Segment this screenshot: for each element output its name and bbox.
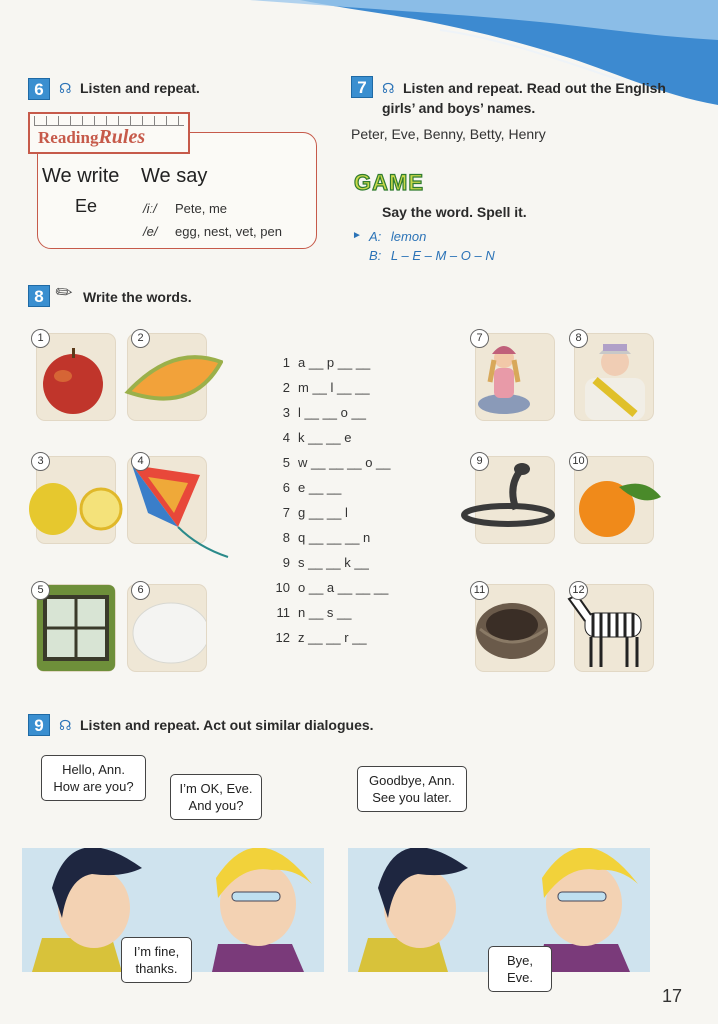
picture-number: 7 xyxy=(470,329,489,348)
word-blank[interactable]: q __ __ __ n xyxy=(298,530,371,545)
word-row: 1 a __ p __ __ xyxy=(282,355,371,370)
word-blank[interactable]: m __ l __ __ xyxy=(298,380,370,395)
word-row: 6 e __ __ xyxy=(282,480,342,495)
we-write-heading: We write xyxy=(42,165,120,187)
snake-icon xyxy=(458,457,558,543)
exercise-7-number: 7 xyxy=(351,76,373,98)
game-line-a xyxy=(369,229,426,244)
exercise-6-instruction: Listen and repeat. xyxy=(80,80,200,96)
picture-1 xyxy=(37,334,115,420)
game-line-a-label: A: xyxy=(369,229,382,244)
exercise-7-instruction-line1: Listen and repeat. Read out the English xyxy=(403,80,666,96)
game-line-b-label: B: xyxy=(369,248,382,263)
word-row: 8 q __ __ __ n xyxy=(282,530,371,545)
girl-icon xyxy=(476,334,554,420)
picture-number: 12 xyxy=(569,581,588,600)
triangle-bullet-icon: ► xyxy=(352,230,362,241)
picture-number: 8 xyxy=(569,329,588,348)
word-row: 11 n __ s __ xyxy=(276,605,352,620)
ruler-icon xyxy=(34,116,184,126)
picture-number: 1 xyxy=(31,329,50,348)
headphones-icon: ☊ xyxy=(59,717,72,733)
picture-number: 2 xyxy=(131,329,150,348)
game-logo: GAME xyxy=(354,170,424,195)
names-list: Peter, Eve, Benny, Betty, Henry xyxy=(351,126,546,142)
window-icon xyxy=(37,585,115,671)
reading-rules-title xyxy=(38,126,145,149)
picture-5 xyxy=(37,585,115,671)
game-line-a-text: lemon xyxy=(390,229,427,244)
picture-number: 4 xyxy=(131,452,150,471)
orange-icon xyxy=(575,457,675,543)
rules-examples-1: Pete, me xyxy=(175,201,228,216)
exercise-9-number: 9 xyxy=(28,714,50,736)
apple-icon xyxy=(37,334,115,420)
word-row: 10 o __ a __ __ __ xyxy=(275,580,389,595)
picture-3 xyxy=(37,457,115,543)
word-row: 3 l __ __ o __ xyxy=(282,405,366,420)
word-row: 12 z __ __ r __ xyxy=(275,630,367,645)
game-line-b-text: L – E – M – O – N xyxy=(390,248,495,263)
word-row: 4 k __ __ e xyxy=(282,430,352,445)
reading-rules-title-rules: Rules xyxy=(98,126,146,148)
picture-10 xyxy=(575,457,653,543)
pencil-icon: ✎ xyxy=(51,279,79,307)
picture-number: 11 xyxy=(470,581,489,600)
we-say-heading: We say xyxy=(141,165,208,187)
queen-icon xyxy=(575,334,653,420)
rules-letter: Ee xyxy=(75,196,98,216)
word-row: 9 s __ __ k __ xyxy=(282,555,369,570)
exercise-9-instruction: Listen and repeat. Act out similar dialogues. xyxy=(80,717,374,733)
exercise-8-number: 8 xyxy=(28,285,50,307)
picture-7 xyxy=(476,334,554,420)
speech-bubble: Goodbye, Ann. See you later. xyxy=(357,766,467,812)
word-blank[interactable]: e __ __ xyxy=(298,480,342,495)
exercise-8-instruction: Write the words. xyxy=(83,289,192,305)
nest-icon xyxy=(476,585,554,671)
speech-bubble: Hello, Ann. How are you? xyxy=(41,755,146,801)
picture-11 xyxy=(476,585,554,671)
word-row: 5 w __ __ __ o __ xyxy=(282,455,391,470)
rules-examples-2: egg, nest, vet, pen xyxy=(175,224,282,239)
word-row: 2 m __ l __ __ xyxy=(282,380,370,395)
word-blank[interactable]: a __ p __ __ xyxy=(298,355,371,370)
word-blank[interactable]: s __ __ k __ xyxy=(298,555,369,570)
word-blank[interactable]: n __ s __ xyxy=(298,605,352,620)
picture-9 xyxy=(476,457,554,543)
headphones-icon: ☊ xyxy=(382,80,395,96)
picture-8 xyxy=(575,334,653,420)
picture-number: 9 xyxy=(470,452,489,471)
picture-number: 5 xyxy=(31,581,50,600)
rules-sound-2: /e/ xyxy=(143,224,158,239)
kite-icon xyxy=(128,457,238,567)
word-blank[interactable]: z __ __ r __ xyxy=(298,630,367,645)
rules-sound-1: /iː/ xyxy=(143,201,157,216)
page-number: 17 xyxy=(661,986,682,1006)
headphones-icon: ☊ xyxy=(59,80,72,96)
word-blank[interactable]: w __ __ __ o __ xyxy=(298,455,391,470)
speech-bubble: Bye, Eve. xyxy=(488,946,552,992)
exercise-7-instruction-line2: girls’ and boys’ names. xyxy=(382,100,536,116)
word-row: 7 g __ __ l xyxy=(282,505,348,520)
speech-bubble: I’m OK, Eve. And you? xyxy=(170,774,262,820)
word-blank[interactable]: l __ __ o __ xyxy=(298,405,366,420)
game-instruction: Say the word. Spell it. xyxy=(382,204,527,220)
picture-number: 10 xyxy=(569,452,588,471)
reading-rules-title-reading: Reading xyxy=(38,128,99,147)
picture-number: 3 xyxy=(31,452,50,471)
picture-number: 6 xyxy=(131,581,150,600)
picture-12 xyxy=(575,585,653,671)
speech-bubble: I’m fine, thanks. xyxy=(121,937,192,983)
word-blank[interactable]: g __ __ l xyxy=(298,505,348,520)
game-line-b xyxy=(369,248,495,263)
exercise-6-number: 6 xyxy=(28,78,50,100)
word-blank[interactable]: k __ __ e xyxy=(298,430,352,445)
word-blank[interactable]: o __ a __ __ __ xyxy=(298,580,389,595)
